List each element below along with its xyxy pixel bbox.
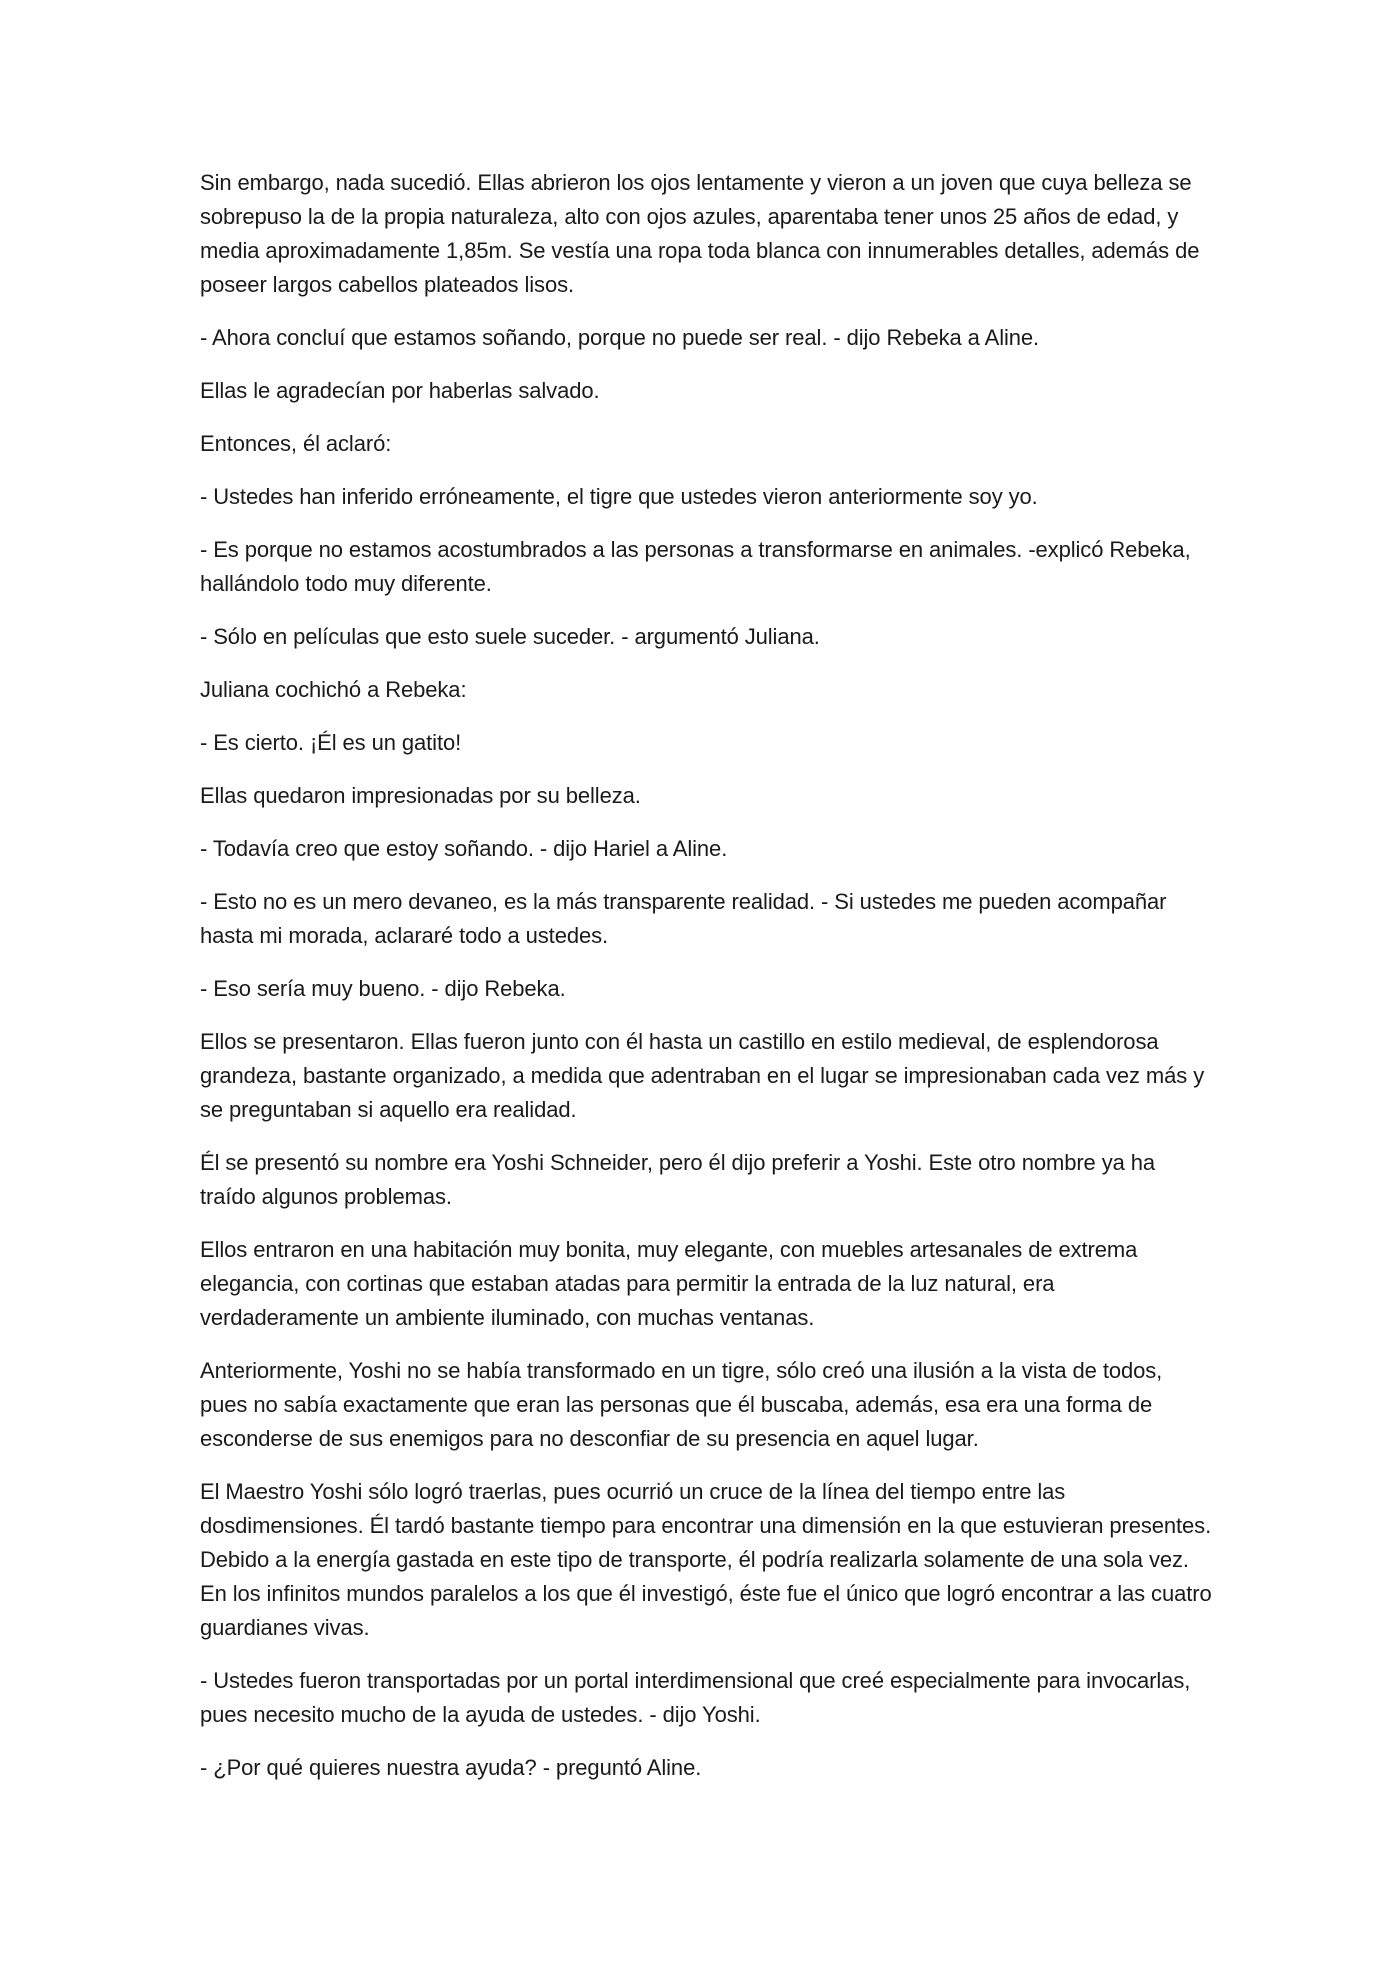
paragraph: Ellos se presentaron. Ellas fueron junto con él hasta un castillo en estilo medieval, de esplendorosa grandeza, bastante organizado, a medida que adentraban en el lugar se impresionaban cada vez más y se preguntaban si aquello era realidad. [200, 1029, 1205, 1122]
paragraph: Juliana cochichó a Rebeka: [200, 677, 467, 702]
paragraph: - Sólo en películas que esto suele suceder. - argumentó Juliana. [200, 624, 820, 649]
paragraph: Sin embargo, nada sucedió. Ellas abrieron los ojos lentamente y vieron a un joven que cuya belleza se sobrepuso la de la propia naturaleza, alto con ojos azules, aparentaba tener unos 25 años de edad, y media aproximadamente 1,85m. Se vestía una ropa toda blanca con innumerables detalles, además de poseer largos cabellos plateados lisos. [200, 170, 1200, 297]
paragraph: - Esto no es un mero devaneo, es la más transparente realidad. - Si ustedes me pueden acompañar hasta mi morada, aclararé todo a ustedes. [200, 889, 1167, 948]
paragraph: - Es cierto. ¡Él es un gatito! [200, 730, 462, 755]
paragraph: - Todavía creo que estoy soñando. - dijo Hariel a Aline. [200, 836, 728, 861]
paragraph: - Eso sería muy bueno. - dijo Rebeka. [200, 976, 566, 1001]
paragraph: - Ahora concluí que estamos soñando, porque no puede ser real. - dijo Rebeka a Aline. [200, 325, 1040, 350]
paragraph: Ellos entraron en una habitación muy bonita, muy elegante, con muebles artesanales de extrema elegancia, con cortinas que estaban atadas para permitir la entrada de la luz natural, era verdaderamente un ambiente iluminado, con muchas ventanas. [200, 1237, 1138, 1330]
paragraph: Ellas le agradecían por haberlas salvado. [200, 378, 600, 403]
document-body [200, 166, 1214, 1785]
paragraph: Entonces, él aclaró: [200, 431, 392, 456]
paragraph: Anteriormente, Yoshi no se había transformado en un tigre, sólo creó una ilusión a la vista de todos, pues no sabía exactamente que eran las personas que él buscaba, además, esa era una forma de esconderse de sus enemigos para no desconfiar de su presencia en aquel lugar. [200, 1358, 1163, 1451]
paragraph: El Maestro Yoshi sólo logró traerlas, pues ocurrió un cruce de la línea del tiempo entre las dosdimensiones. Él tardó bastante tiempo para encontrar una dimensión en la que estuvieran presentes. Debido a la energía gastada en este tipo de transporte, él podría realizarla solamente de una sola vez. En los infinitos mundos paralelos a los que él investigó, éste fue el único que logró encontrar a las cuatro guardianes vivas. [200, 1479, 1212, 1640]
paragraph: - Ustedes fueron transportadas por un portal interdimensional que creé especialmente para invocarlas, pues necesito mucho de la ayuda de ustedes. - dijo Yoshi. [200, 1668, 1191, 1727]
paragraph: Él se presentó su nombre era Yoshi Schneider, pero él dijo preferir a Yoshi. Este otro nombre ya ha traído algunos problemas. [200, 1150, 1156, 1209]
paragraph: - Ustedes han inferido erróneamente, el tigre que ustedes vieron anteriormente soy yo. [200, 484, 1038, 509]
paragraph: - Es porque no estamos acostumbrados a las personas a transformarse en animales. -explicó Rebeka, hallándolo todo muy diferente. [200, 537, 1191, 596]
paragraph: Ellas quedaron impresionadas por su belleza. [200, 783, 641, 808]
paragraph: - ¿Por qué quieres nuestra ayuda? - preguntó Aline. [200, 1755, 702, 1780]
